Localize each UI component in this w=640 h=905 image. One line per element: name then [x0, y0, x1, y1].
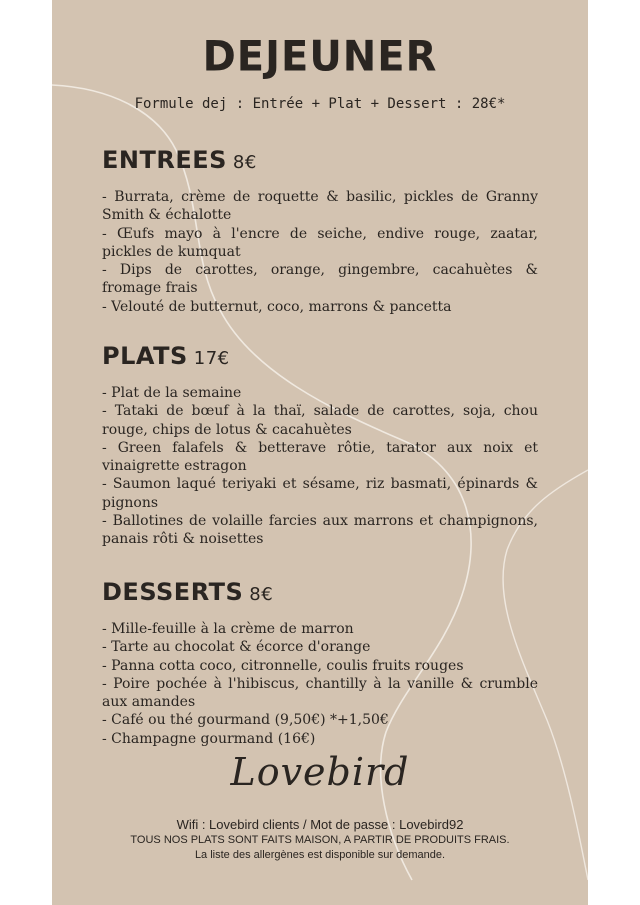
- item-list: [102, 384, 538, 549]
- section-desserts: [102, 578, 538, 748]
- menu-item: - Plat de la semaine: [102, 385, 242, 401]
- menu-item: - Tarte au chocolat & écorce d'orange: [102, 639, 371, 656]
- menu-item: - Velouté de butternut, coco, marrons & pancetta: [102, 298, 452, 315]
- homemade-note: TOUS NOS PLATS SONT FAITS MAISON, A PARTIR DE PRODUITS FRAIS.: [130, 834, 510, 846]
- menu-item: - Dips de carottes, orange, gingembre, cacahuètes & fromage frais: [102, 262, 538, 297]
- section-entrees: [102, 146, 538, 316]
- section-plats: [102, 342, 538, 549]
- section-price: 8€: [249, 584, 274, 605]
- menu-item: - Poire pochée à l'hibiscus, chantilly à la vanille & crumble aux amandes: [102, 675, 538, 711]
- section-heading: [102, 146, 538, 174]
- section-title: DESSERTS: [102, 578, 244, 606]
- section-price: 8€: [232, 152, 257, 173]
- footer: [52, 816, 588, 863]
- menu-item: - Champagne gourmand (16€): [102, 730, 316, 747]
- formule-line: Formule dej : Entrée + Plat + Dessert : 28€*: [134, 96, 506, 112]
- menu-item: - Œufs mayo à l'encre de seiche, endive rouge, zaatar, pickles de kumquat: [102, 225, 538, 260]
- allergens-note: La liste des allergènes est disponible sur demande.: [194, 849, 446, 861]
- menu-item: - Mille-feuille à la crème de marron: [102, 621, 354, 637]
- menu-item: - Saumon laqué teriyaki et sésame, riz basmati, épinards & pignons: [102, 476, 538, 511]
- section-heading: [102, 578, 538, 606]
- menu-item: - Panna cotta coco, citronnelle, coulis fruits rouges: [102, 657, 464, 674]
- menu-item: - Ballotines de volaille farcies aux marrons et champignons, panais rôti & noisettes: [102, 513, 538, 548]
- menu-item: - Green falafels & betterave rôtie, tarator aux noix et vinaigrette estragon: [102, 439, 538, 475]
- menu-content: [52, 0, 588, 905]
- menu-item: - Burrata, crème de roquette & basilic, pickles de Granny Smith & échalotte: [102, 189, 538, 224]
- item-list: [102, 620, 538, 748]
- menu-item: - Tataki de bœuf à la thaï, salade de carottes, soja, chou rouge, chips de lotus & cacahuètes: [102, 403, 538, 438]
- menu-title: DEJEUNER: [202, 32, 438, 82]
- brand-logo: Lovebird: [230, 750, 410, 794]
- menu-item: - Café ou thé gourmand (9,50€) *+1,50€: [102, 712, 389, 729]
- section-title: ENTREES: [102, 146, 227, 174]
- wifi-info: Wifi : Lovebird clients / Mot de passe : Lovebird92: [176, 817, 464, 832]
- section-title: PLATS: [102, 342, 188, 370]
- section-price: 17€: [193, 348, 230, 369]
- menu-card: [52, 0, 588, 905]
- item-list: [102, 188, 538, 316]
- section-heading: [102, 342, 538, 370]
